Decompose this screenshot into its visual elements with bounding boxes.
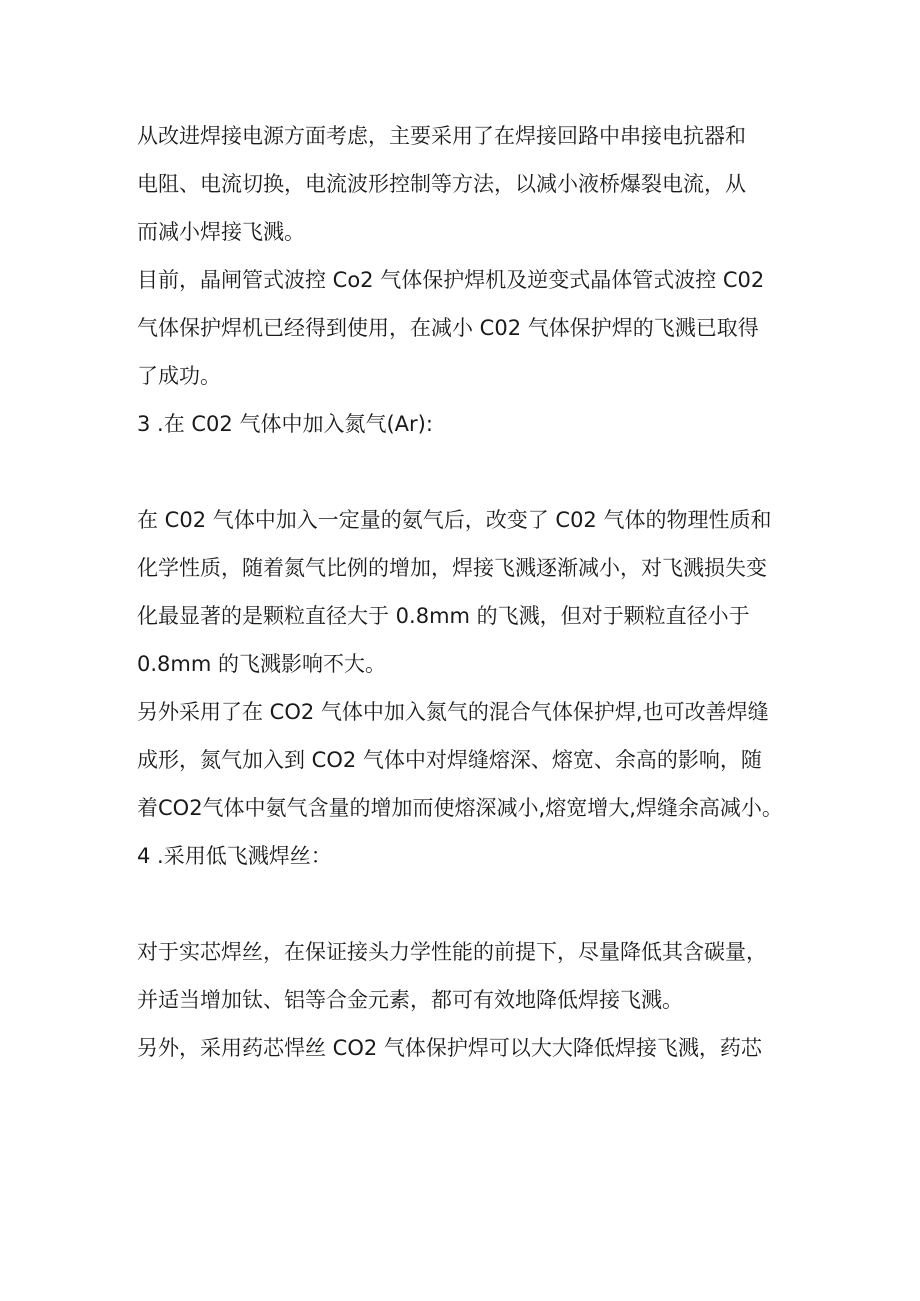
section-heading-4: 4 .采用低飞溅焊丝： bbox=[137, 844, 332, 868]
text-line: 电阻、电流切换，电流波形控制等方法，以减小液桥爆裂电流，从 bbox=[137, 172, 746, 196]
text-line: 化最显著的是颗粒直径大于 0.8mm 的飞溅，但对于颗粒直径小于 bbox=[137, 604, 750, 628]
text-line: 在 C02 气体中加入一定量的氨气后，改变了 C02 气体的物理性质和 bbox=[137, 508, 772, 532]
text-line: 了成功。 bbox=[137, 364, 221, 388]
paragraph-mixed-gas bbox=[137, 688, 797, 832]
section-heading-3: 3 .在 C02 气体中加入氮气(Ar): bbox=[137, 412, 433, 436]
text-line: 从改进焊接电源方面考虑，主要采用了在焊接回路中串接电抗器和 bbox=[137, 124, 746, 148]
text-line: 0.8mm 的飞溅影响不大。 bbox=[137, 652, 386, 676]
document-body bbox=[137, 112, 797, 1072]
paragraph-argon-effect bbox=[137, 496, 797, 688]
paragraph-flux-cored-wire bbox=[137, 1024, 797, 1072]
text-line: 着CO2气体中氨气含量的增加而使熔深减小,熔宽增大,焊缝余高减小。 bbox=[137, 796, 783, 820]
text-line: 气体保护焊机已经得到使用，在减小 C02 气体保护焊的飞溅已取得 bbox=[137, 316, 759, 340]
text-line: 并适当增加钛、铝等合金元素，都可有效地降低焊接飞溅。 bbox=[137, 988, 683, 1012]
text-line: 目前，晶闸管式波控 Co2 气体保护焊机及逆变式晶体管式波控 C02 bbox=[137, 268, 765, 292]
blank-line bbox=[137, 880, 797, 928]
text-line: 成形，氮气加入到 CO2 气体中对焊缝熔深、熔宽、余高的影响，随 bbox=[137, 748, 762, 772]
blank-line bbox=[137, 448, 797, 496]
text-line: 而减小焊接飞溅。 bbox=[137, 220, 305, 244]
text-line: 对于实芯焊丝，在保证接头力学性能的前提下，尽量降低其含碳量， bbox=[137, 940, 767, 964]
text-line: 另外，采用药芯悍丝 CO2 气体保护焊可以大大降低焊接飞溅，药芯 bbox=[137, 1036, 762, 1060]
text-line: 化学性质，随着氮气比例的增加，焊接飞溅逐渐减小，对飞溅损失变 bbox=[137, 556, 767, 580]
paragraph-welder-types bbox=[137, 256, 797, 400]
paragraph-power-source bbox=[137, 112, 797, 256]
paragraph-solid-wire bbox=[137, 928, 797, 1024]
text-line: 另外采用了在 CO2 气体中加入氮气的混合气体保护焊,也可改善焊缝 bbox=[137, 700, 769, 724]
